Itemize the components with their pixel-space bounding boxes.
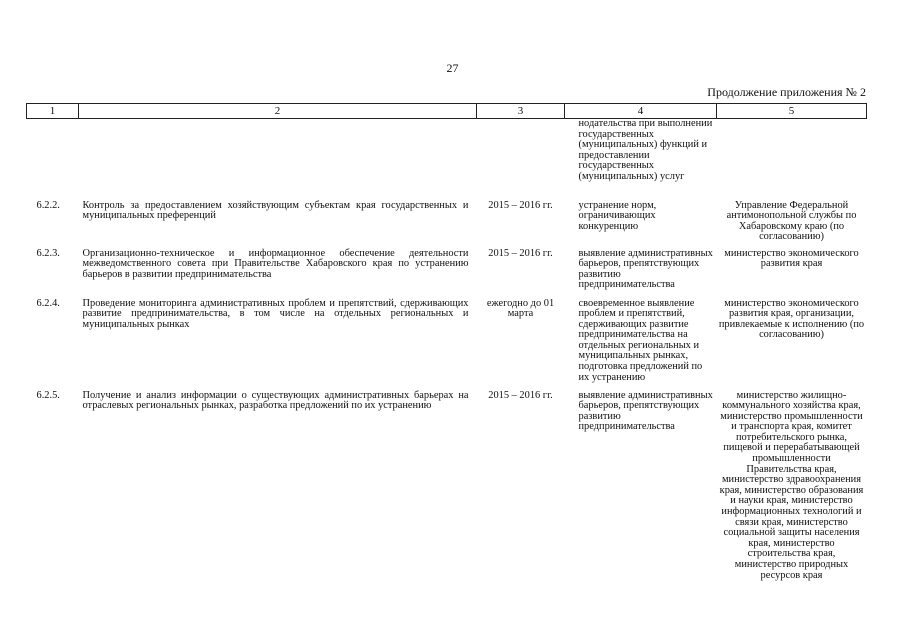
measure-text: Проведение мониторинга административных проблем и препятствий, сдерживающих развитие предпринимательства, в том числе на отдельных региональных и муниципальных рынках bbox=[82, 297, 469, 330]
page-number: 27 bbox=[446, 61, 459, 75]
column-header: 2 bbox=[79, 104, 477, 119]
table-row bbox=[27, 119, 867, 201]
responsible-executor: министерство экономического развития края, организации, привлекаемые к исполнению (по согласованию) bbox=[718, 297, 865, 341]
column-header: 4 bbox=[565, 104, 717, 119]
measure-text: Контроль за предоставлением хозяйствующим субъектам края государственных и муниципальных преференций bbox=[82, 199, 469, 222]
responsible-executor: министерство жилищно-коммунального хозяйства края, министерство промышленности и транспорта края, комитет потребительского рынка, пищевой и перерабатывающей промышленности Правительства края, министерство здравоохранения края, министерство образования и науки края, министерство информационных технологий и связи края, министерство социальной защиты населения края, министерство строительства края, министерство природных ресурсов края bbox=[719, 389, 864, 581]
column-header: 3 bbox=[477, 104, 565, 119]
expected-result: своевременное выявление проблем и препятствий, сдерживающих развитие предпринимательства на отдельных региональных и муниципальных рынках, подготовка предложений по их устранению bbox=[578, 297, 703, 383]
measure-text: Организационно-техническое и информационное обеспечение деятельности межведомственного совета при Правительстве Хабаровского края по устранению барьеров в развитии предпринимательства bbox=[82, 247, 469, 280]
period-cell: ежегодно до 01 марта bbox=[486, 297, 555, 320]
column-header: 1 bbox=[27, 104, 79, 119]
table-row bbox=[27, 299, 867, 391]
table-row bbox=[27, 391, 867, 582]
row-number bbox=[27, 119, 79, 201]
period-cell bbox=[477, 119, 565, 201]
period-cell: 2015 – 2016 гг. bbox=[488, 199, 553, 211]
measure-text bbox=[79, 119, 477, 201]
expected-result: нодательства при выполнении государственных (муниципальных) функций и предоставлении государственных (муниципальных) услуг bbox=[578, 118, 713, 182]
expected-result: выявление административных барьеров, препятствующих развитию предпринимательства bbox=[578, 247, 713, 291]
appendix-table bbox=[26, 103, 866, 581]
row-number: 6.2.3. bbox=[36, 247, 60, 259]
expected-result: выявление административных барьеров, препятствующих развитию предпринимательства bbox=[578, 389, 713, 433]
table-row bbox=[27, 249, 867, 299]
measure-text: Получение и анализ информации о существующих административных барьерах на отраслевых региональных рынках, разработка предложений по их устранению bbox=[82, 389, 469, 412]
row-number: 6.2.2. bbox=[36, 199, 60, 211]
expected-result: устранение норм, ограничивающих конкуренцию bbox=[578, 199, 657, 232]
responsible-executor bbox=[717, 119, 867, 201]
table-row bbox=[27, 201, 867, 249]
column-header: 5 bbox=[717, 104, 867, 119]
period-cell: 2015 – 2016 гг. bbox=[488, 389, 553, 401]
row-number: 6.2.4. bbox=[36, 297, 60, 309]
table-header-row bbox=[27, 104, 867, 119]
period-cell: 2015 – 2016 гг. bbox=[488, 247, 553, 259]
row-number: 6.2.5. bbox=[36, 389, 60, 401]
responsible-executor: Управление Федеральной антимонопольной службы по Хабаровскому краю (по согласованию) bbox=[726, 199, 857, 243]
appendix-continuation-label: Продолжение приложения № 2 bbox=[707, 85, 866, 99]
responsible-executor: министерство экономического развития края bbox=[724, 247, 859, 270]
